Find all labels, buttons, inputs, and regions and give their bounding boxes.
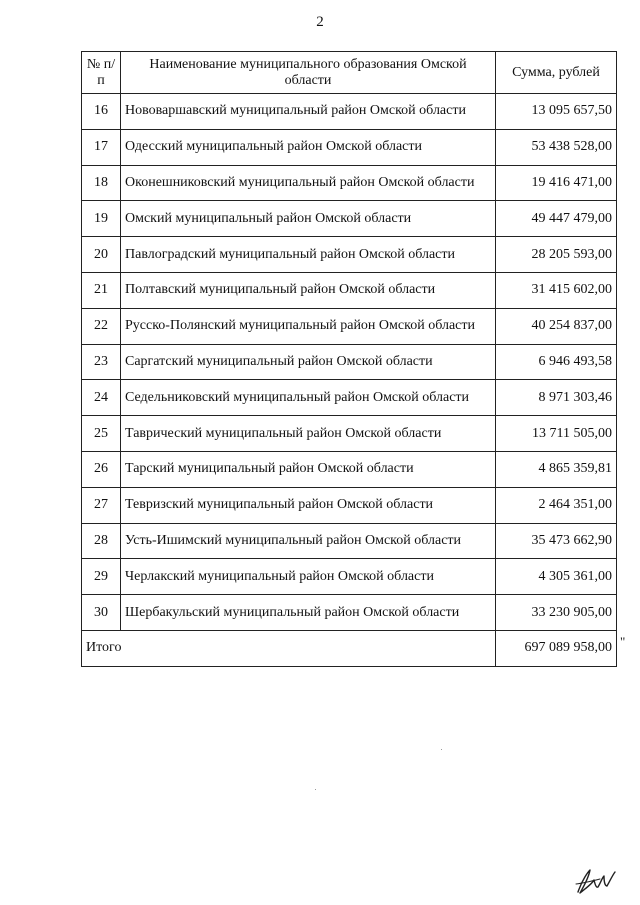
row-sum: 33 230 905,00 [496, 595, 617, 631]
total-sum: 697 089 958,00 [496, 630, 617, 666]
row-number: 24 [82, 380, 121, 416]
row-number: 18 [82, 165, 121, 201]
row-sum: 8 971 303,46 [496, 380, 617, 416]
page-number: 2 [316, 14, 324, 30]
row-number: 22 [82, 308, 121, 344]
table-row [82, 201, 617, 237]
municipality-name: Таврический муниципальный район Омской области [121, 416, 496, 452]
table-row [82, 272, 617, 308]
municipality-name: Седельниковский муниципальный район Омской области [121, 380, 496, 416]
closing-quote-mark: " [620, 634, 626, 649]
municipality-name: Нововаршавский муниципальный район Омской области [121, 94, 496, 130]
table-row [82, 308, 617, 344]
table-row [82, 416, 617, 452]
header-municipality: Наименование муниципального образования Омской области [121, 52, 496, 94]
table-row [82, 559, 617, 595]
table-row [82, 237, 617, 273]
row-sum: 6 946 493,58 [496, 344, 617, 380]
municipality-name: Тевризский муниципальный район Омской области [121, 487, 496, 523]
total-row [82, 630, 617, 666]
row-number: 23 [82, 344, 121, 380]
municipality-name: Шербакульский муниципальный район Омской области [121, 595, 496, 631]
row-number: 17 [82, 129, 121, 165]
row-sum: 13 711 505,00 [496, 416, 617, 452]
municipality-name: Оконешниковский муниципальный район Омской области [121, 165, 496, 201]
row-number: 26 [82, 451, 121, 487]
header-number: № п/п [82, 52, 121, 94]
row-sum: 28 205 593,00 [496, 237, 617, 273]
municipality-name: Русско-Полянский муниципальный район Омской области [121, 308, 496, 344]
row-number: 16 [82, 94, 121, 130]
table-row [82, 165, 617, 201]
table-header-row [82, 52, 617, 94]
allocation-table [81, 51, 617, 667]
table-row [82, 523, 617, 559]
municipality-name: Павлоградский муниципальный район Омской области [121, 237, 496, 273]
municipality-name: Одесский муниципальный район Омской области [121, 129, 496, 165]
header-sum: Сумма, рублей [496, 52, 617, 94]
row-sum: 53 438 528,00 [496, 129, 617, 165]
row-sum: 35 473 662,90 [496, 523, 617, 559]
handwritten-signature [574, 866, 620, 896]
table-row [82, 380, 617, 416]
municipality-name: Омский муниципальный район Омской области [121, 201, 496, 237]
municipality-name: Тарский муниципальный район Омской области [121, 451, 496, 487]
row-sum: 19 416 471,00 [496, 165, 617, 201]
table-row [82, 344, 617, 380]
municipality-name: Черлакский муниципальный район Омской области [121, 559, 496, 595]
table-row [82, 94, 617, 130]
municipality-name: Саргатский муниципальный район Омской области [121, 344, 496, 380]
scan-speck [315, 789, 316, 790]
scan-speck [441, 749, 442, 750]
municipality-name: Усть-Ишимский муниципальный район Омской области [121, 523, 496, 559]
table-row [82, 595, 617, 631]
row-number: 19 [82, 201, 121, 237]
table-row [82, 487, 617, 523]
table-row [82, 451, 617, 487]
row-number: 30 [82, 595, 121, 631]
row-sum: 31 415 602,00 [496, 272, 617, 308]
row-sum: 2 464 351,00 [496, 487, 617, 523]
row-number: 29 [82, 559, 121, 595]
row-number: 25 [82, 416, 121, 452]
row-number: 28 [82, 523, 121, 559]
row-number: 27 [82, 487, 121, 523]
row-number: 21 [82, 272, 121, 308]
municipality-name: Полтавский муниципальный район Омской области [121, 272, 496, 308]
row-number: 20 [82, 237, 121, 273]
row-sum: 4 305 361,00 [496, 559, 617, 595]
table-body [82, 94, 617, 667]
row-sum: 40 254 837,00 [496, 308, 617, 344]
row-sum: 49 447 479,00 [496, 201, 617, 237]
row-sum: 4 865 359,81 [496, 451, 617, 487]
total-label: Итого [82, 630, 496, 666]
table-row [82, 129, 617, 165]
row-sum: 13 095 657,50 [496, 94, 617, 130]
